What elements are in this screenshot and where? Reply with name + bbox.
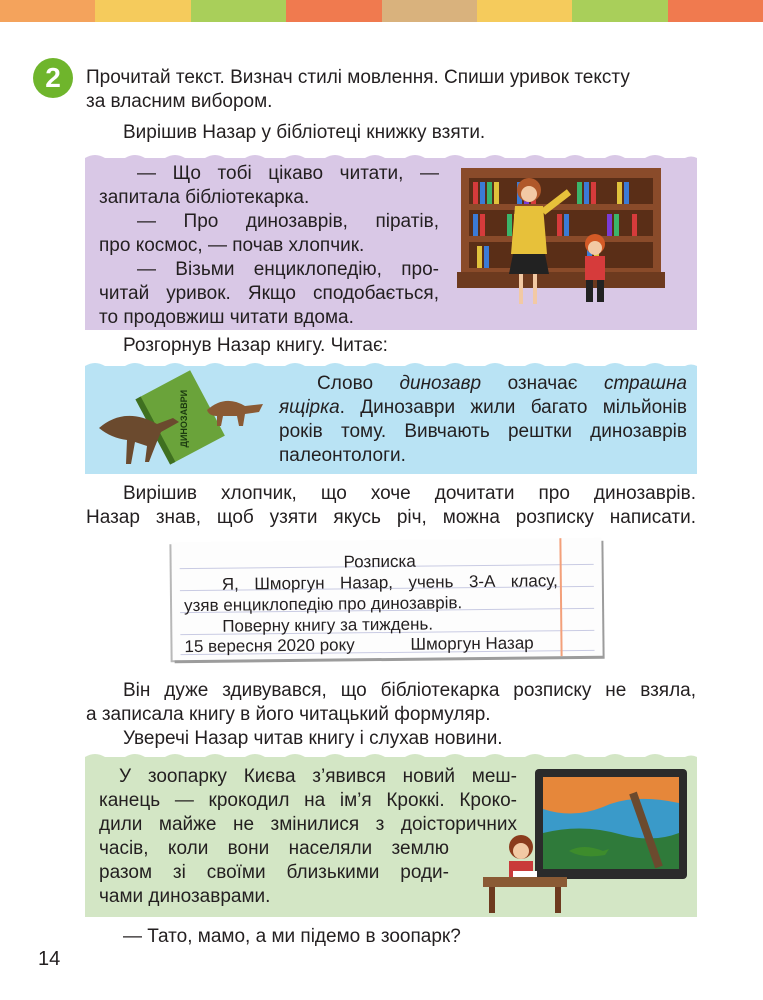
dialogue-line-5: — Візьми енциклопедію, про- bbox=[137, 259, 439, 280]
exercise-number-badge: 2 bbox=[33, 58, 73, 98]
receipt-date: 15 вересня 2020 року bbox=[184, 635, 355, 657]
dialogue-line-1: — Що тобі цікаво читати, — bbox=[137, 163, 439, 184]
encyclopedia-line-1: Слово динозавр означає страшна bbox=[317, 373, 687, 394]
stripe-segment bbox=[95, 0, 190, 22]
dialogue-line-7: то продовжиш читати вдома. bbox=[99, 307, 354, 328]
stripe-segment bbox=[382, 0, 477, 22]
encyclopedia-box bbox=[85, 366, 697, 474]
receipt-title: Розписка bbox=[343, 551, 416, 572]
story-paragraph-4-line-2: а записала книгу в його читацький формуляр. bbox=[86, 704, 491, 725]
news-line-4: часів, коли вони населяли землю bbox=[99, 838, 449, 859]
stripe-segment bbox=[572, 0, 667, 22]
receipt-signature: Шморгун Назар bbox=[410, 633, 534, 654]
receipt-note bbox=[171, 538, 602, 660]
dialogue-line-3: — Про динозаврів, піратів, bbox=[137, 211, 439, 232]
story-paragraph-6: — Тато, мамо, а ми підемо в зоопарк? bbox=[123, 926, 461, 947]
receipt-line-1: Я, Шморгун Назар, учень 3-А класу, bbox=[221, 571, 558, 594]
encyclopedia-line-3: років тому. Вивчають рештки динозаврів bbox=[279, 421, 687, 442]
story-paragraph-1: Вирішив Назар у бібліотеці книжку взяти. bbox=[123, 122, 486, 143]
dialogue-line-4: про космос, — почав хлопчик. bbox=[99, 235, 365, 256]
dialogue-line-6: читай уривок. Якщо сподобається, bbox=[99, 283, 439, 304]
story-paragraph-4-line-1: Він дуже здивувався, що бібліотекарка розписку не взяла, bbox=[123, 680, 696, 701]
stripe-segment bbox=[0, 0, 95, 22]
news-line-3: дили майже не змінилися з доісторичних bbox=[99, 814, 517, 835]
story-paragraph-5: Уверечі Назар читав книгу і слухав новини. bbox=[123, 728, 503, 749]
torn-edge-top bbox=[85, 751, 697, 763]
receipt-line-3: Поверну книгу за тиждень. bbox=[222, 614, 434, 636]
news-box bbox=[85, 757, 697, 917]
stripe-segment bbox=[477, 0, 572, 22]
library-illustration bbox=[457, 164, 667, 314]
encyclopedia-line-4: палеонтологи. bbox=[279, 445, 406, 466]
top-color-stripe bbox=[0, 0, 763, 22]
news-line-6: чами динозаврами. bbox=[99, 886, 271, 907]
dialogue-box bbox=[85, 158, 697, 330]
book-cover-label: ДИНОЗАВРИ bbox=[179, 389, 190, 448]
instruction-line-2: за власним вибором. bbox=[86, 91, 273, 112]
news-line-1: У зоопарку Києва з’явився новий меш- bbox=[119, 766, 517, 787]
news-line-5: разом зі своїми близькими роди- bbox=[99, 862, 449, 883]
story-paragraph-3-line-2: Назар знав, щоб узяти якусь річ, можна розписку написати. bbox=[86, 507, 696, 528]
dialogue-line-2: запитала бібліотекарка. bbox=[99, 187, 310, 208]
stripe-segment bbox=[286, 0, 381, 22]
encyclopedia-line-2: ящірка. Динозаври жили багато мільйонів bbox=[279, 397, 687, 418]
page-number: 14 bbox=[38, 948, 61, 970]
news-line-2: канець — крокодил на ім’я Кроккі. Кроко- bbox=[99, 790, 517, 811]
story-paragraph-3-line-1: Вирішив хлопчик, що хоче дочитати про динозаврів. bbox=[123, 483, 696, 504]
story-paragraph-2: Розгорнув Назар книгу. Читає: bbox=[123, 335, 388, 356]
stripe-segment bbox=[191, 0, 286, 22]
instruction-line-1: Прочитай текст. Визнач стилі мовлення. Спиши уривок тексту bbox=[86, 67, 630, 88]
margin-line bbox=[559, 538, 562, 656]
receipt-line-2: узяв енциклопедію про динозаврів. bbox=[183, 593, 463, 616]
dinosaur-book-illustration bbox=[95, 366, 275, 474]
stripe-segment bbox=[668, 0, 763, 22]
